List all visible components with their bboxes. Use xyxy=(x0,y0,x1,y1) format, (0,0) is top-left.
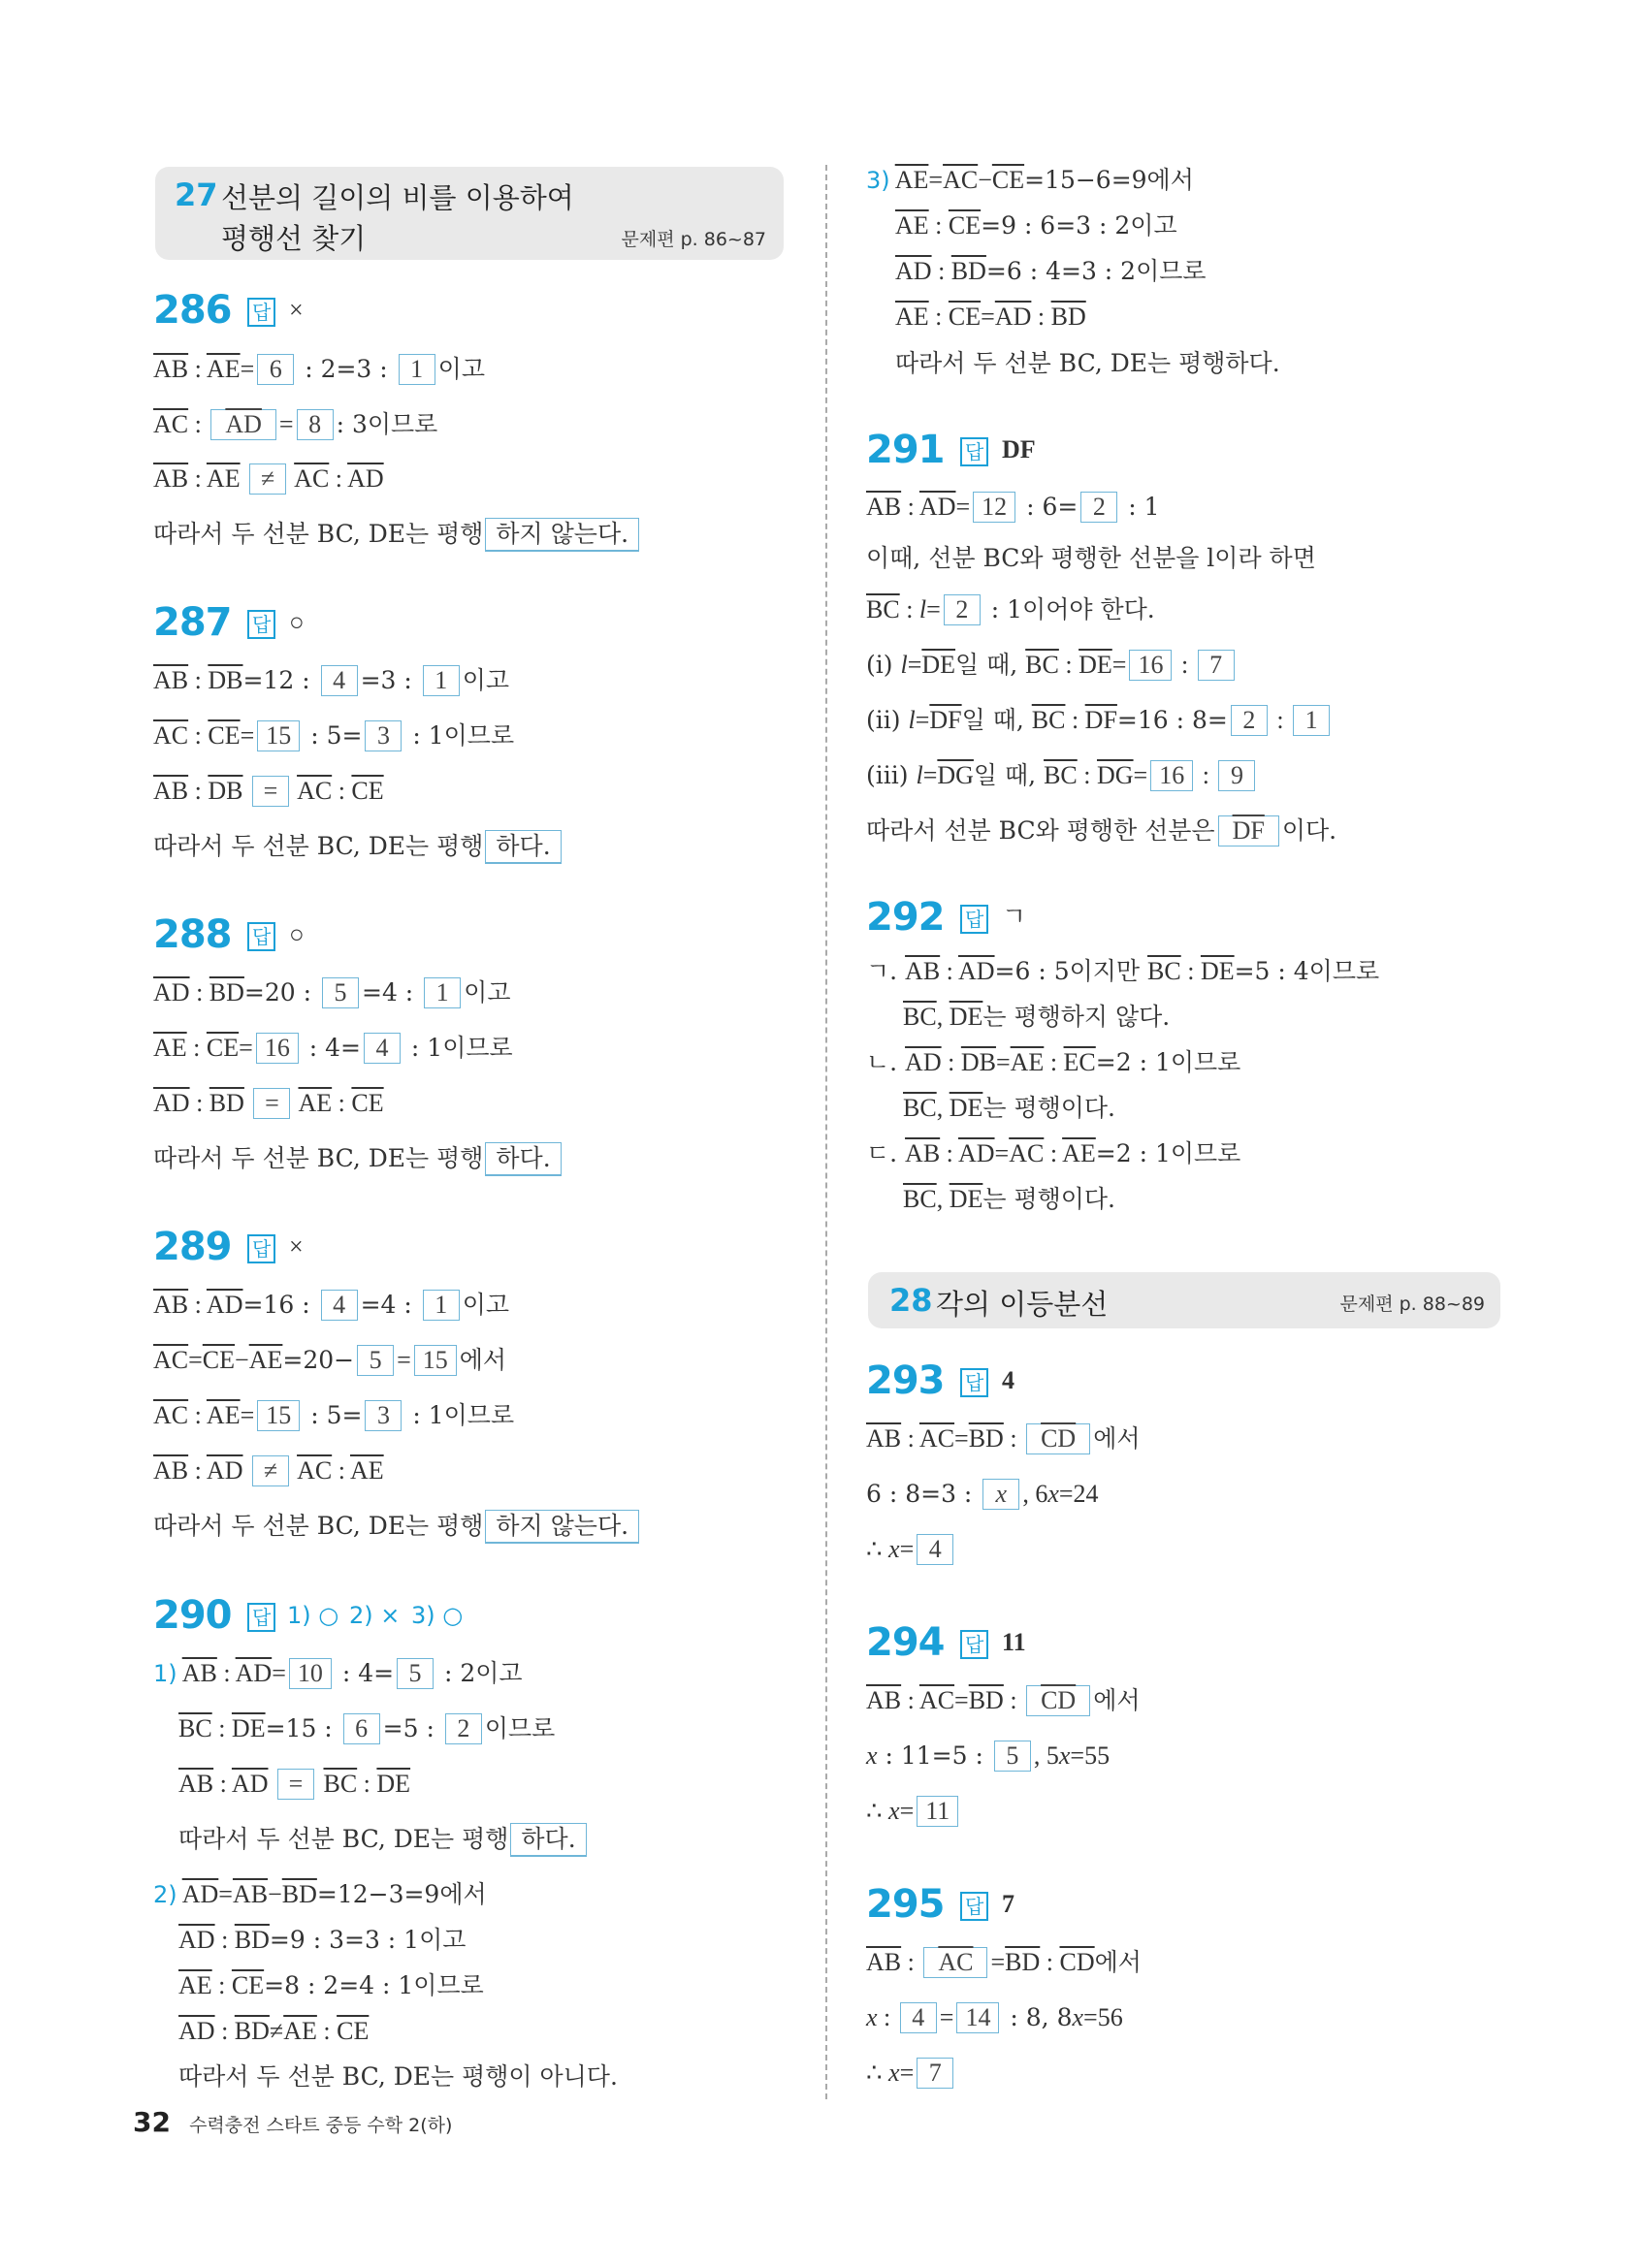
p289-line4: $\overline{AB}$ : $\overline{AD} \ne \overline{AC}$ : $\overline{AE}$ xyxy=(153,1456,384,1485)
p290-part3-line2: $\overline{AE}$ : $\overline{CE}=9$ : 6=3 : 2이고 xyxy=(895,211,1177,240)
blank: 하지 않는다. xyxy=(485,518,639,552)
p288-conclusion: 따라서 두 선분 BC, DE는 평행 하다. xyxy=(153,1139,562,1178)
footer xyxy=(133,2106,452,2138)
problem-number-291: 291 xyxy=(866,428,945,472)
problem-number-292: 292 xyxy=(866,895,945,940)
p291-conclusion: 따라서 선분 BC와 평행한 선분은 $\overline{DF}$ 이다. xyxy=(866,816,1337,845)
p286-line2: $\overline{AC}$ : $\overline{AD} = 8$ : 3이므로 xyxy=(153,410,438,438)
p292-line6: $\overline{BC}$, $\overline{DE}$는 평행이다. xyxy=(903,1185,1116,1213)
blank: 4 xyxy=(364,1033,401,1064)
blank: x xyxy=(982,1479,1019,1510)
section-title-line1: 선분의 길이의 비를 이용하여 xyxy=(221,181,574,214)
p291-line3: $\overline{BC}$ : l= 2 : 1이어야 한다. xyxy=(866,595,1155,623)
blank: 7 xyxy=(917,2058,953,2089)
blank: 하다. xyxy=(510,1823,586,1857)
blank: $\overline{AC}$ xyxy=(923,1947,987,1978)
blank: 4 xyxy=(321,665,358,696)
blank: 16 xyxy=(1150,760,1193,791)
blank: 1 xyxy=(424,977,461,1008)
blank: 15 xyxy=(257,1400,300,1431)
answer-value: ㄱ xyxy=(1002,903,1027,931)
section-page-ref: 문제편 p. 88~89 xyxy=(1339,1294,1485,1315)
p292-line5: ㄷ. $\overline{AB}$ : $\overline{AD}=\overline{AC}$ : $\overline{AE}=2$ : 1이므로 xyxy=(866,1139,1241,1167)
blank: 3 xyxy=(365,720,402,751)
answer-label: 답 xyxy=(247,1603,275,1632)
blank: 5 xyxy=(397,1658,434,1689)
p286-line3: $\overline{AB}$ : $\overline{AE} \ne \overline{AC}$ : $\overline{AD}$ xyxy=(153,464,384,493)
p291-line2: 이때, 선분 BC와 평행한 선분을 l이라 하면 xyxy=(866,544,1316,572)
blank: ≠ xyxy=(249,463,286,495)
answer-value: 4 xyxy=(1002,1366,1014,1394)
answer-label: 답 xyxy=(247,922,275,951)
answer-value: DF xyxy=(1002,435,1036,463)
p290-part2-line3: $\overline{AE}$ : $\overline{CE}=8$ : 2=4 : 1이므로 xyxy=(178,1971,484,1999)
blank: 1 xyxy=(399,354,435,385)
p287-line3: $\overline{AB}$ : $\overline{DB} = \overline{AC}$ : $\overline{CE}$ xyxy=(153,777,384,805)
p294-line1: $\overline{AB}$ : $\overline{AC}=\overline{BD}$ : $\overline{CD}$ 에서 xyxy=(866,1686,1141,1714)
p290-part2-conclusion: 따라서 두 선분 BC, DE는 평행이 아니다. xyxy=(178,2062,618,2091)
p290-part2-line1: 2) $\overline{AD}=\overline{AB}-\overline{BD}=12-3=9$에서 xyxy=(153,1880,487,1908)
problem-number-294: 294 xyxy=(866,1620,945,1665)
p290-part1-line3: $\overline{AB}$ : $\overline{AD} = \overline{BC}$ : $\overline{DE}$ xyxy=(178,1770,411,1798)
blank: 7 xyxy=(1198,650,1235,681)
problem-number-288: 288 xyxy=(153,912,232,957)
problem-number-293: 293 xyxy=(866,1358,945,1403)
blank: 1 xyxy=(423,665,460,696)
p291-line4: (i) $l=\overline{DE}$일 때, $\overline{BC}$ : $\overline{DE}= 16$ : 7 xyxy=(866,646,1238,685)
p290-part2-line2: $\overline{AD}$ : $\overline{BD}=9$ : 3=3 : 1이고 xyxy=(178,1926,467,1954)
p288-line1: $\overline{AD}$ : $\overline{BD}=20$ : 5 =4 : 1 이고 xyxy=(153,978,511,1006)
blank: 16 xyxy=(256,1033,299,1064)
p289-line2: $\overline{AC}=\overline{CE}-\overline{AE}=20- 5 = 15$ 에서 xyxy=(153,1346,507,1374)
section-page-ref: 문제편 p. 86~87 xyxy=(621,229,766,250)
p290-part1-line2: $\overline{BC}$ : $\overline{DE}=15$ : 6 =5 : 2 이므로 xyxy=(178,1714,556,1742)
answer-part2: 2) × xyxy=(349,1602,401,1629)
answer-label: 답 xyxy=(960,437,988,466)
blank: 4 xyxy=(917,1534,953,1565)
blank: = xyxy=(252,776,289,807)
answer-label: 답 xyxy=(960,905,988,934)
blank: 1 xyxy=(1293,705,1330,736)
answer-label: 답 xyxy=(247,298,275,327)
p290-part3-line4: $\overline{AE}$ : $\overline{CE}=\overline{AD}$ : $\overline{BD}$ xyxy=(895,303,1086,331)
section-number: 28 xyxy=(889,1282,933,1319)
p291-line1: $\overline{AB}$ : $\overline{AD}= 12$ : 6= 2 : 1 xyxy=(866,493,1160,521)
blank: 3 xyxy=(365,1400,402,1431)
blank: 5 xyxy=(322,977,359,1008)
p293-line2: 6 : 8=3 : x , 6x=24 xyxy=(866,1480,1099,1508)
p292-line1: ㄱ. $\overline{AB}$ : $\overline{AD}=6$ : 5이지만 $\overline{BC}$ : $\overline{DE}=5$ : 4이므로 xyxy=(866,957,1380,985)
blank: 16 xyxy=(1129,650,1172,681)
blank: 2 xyxy=(944,594,981,625)
section-27-header xyxy=(155,167,784,260)
blank: $\overline{AD}$ xyxy=(210,409,276,440)
problem-number-286: 286 xyxy=(153,288,232,333)
p289-line1: $\overline{AB}$ : $\overline{AD}=16$ : 4 =4 : 1 이고 xyxy=(153,1291,510,1319)
blank: = xyxy=(253,1088,290,1119)
answer-part1: 1) ○ xyxy=(287,1602,339,1629)
section-number: 27 xyxy=(175,176,218,213)
answer-value: × xyxy=(289,296,304,324)
p286-conclusion: 따라서 두 선분 BC, DE는 평행 하지 않는다. xyxy=(153,515,639,554)
p293-line1: $\overline{AB}$ : $\overline{AC}=\overline{BD}$ : $\overline{CD}$ 에서 xyxy=(866,1424,1141,1453)
blank: 5 xyxy=(994,1741,1031,1772)
column-divider xyxy=(825,165,827,2099)
problem-number-290: 290 xyxy=(153,1593,232,1638)
p288-line2: $\overline{AE}$ : $\overline{CE}= 16$ : 4= 4 : 1이므로 xyxy=(153,1034,513,1062)
book-title: 수력충전 스타트 중등 수학 2(하) xyxy=(189,2115,453,2136)
problem-number-287: 287 xyxy=(153,600,232,645)
answer-label: 답 xyxy=(960,1630,988,1659)
blank: 5 xyxy=(357,1345,394,1376)
p286-line1: $\overline{AB}$ : $\overline{AE}= 6$ : 2=3 : 1 이고 xyxy=(153,355,485,383)
p287-line2: $\overline{AC}$ : $\overline{CE}= 15$ : 5= 3 : 1이므로 xyxy=(153,721,515,750)
p295-line3: ∴ x= 7 xyxy=(866,2054,956,2092)
answer-value: ○ xyxy=(289,920,305,948)
p295-line1: $\overline{AB}$ : $\overline{AC} =\overline{BD}$ : $\overline{CD}$에서 xyxy=(866,1948,1142,1976)
p290-part3-line3: $\overline{AD}$ : $\overline{BD}=6$ : 4=3 : 2이므로 xyxy=(895,257,1207,285)
blank: 8 xyxy=(297,409,334,440)
blank: 6 xyxy=(343,1713,380,1744)
blank: ≠ xyxy=(252,1455,289,1486)
blank: 하다. xyxy=(485,830,561,864)
blank: 하지 않는다. xyxy=(485,1510,639,1544)
p293-line3: ∴ x= 4 xyxy=(866,1530,956,1569)
p290-part1-conclusion: 따라서 두 선분 BC, DE는 평행 하다. xyxy=(178,1820,587,1859)
answer-value: × xyxy=(289,1232,304,1261)
p291-line5: (ii) $l=\overline{DF}$일 때, $\overline{BC}$ : $\overline{DF}=16$ : 8= 2 : 1 xyxy=(866,701,1333,740)
blank: 11 xyxy=(917,1796,958,1827)
p294-line2: x : 11=5 : 5 , 5x=55 xyxy=(866,1741,1111,1770)
blank: $\overline{CD}$ xyxy=(1026,1685,1090,1716)
blank: 10 xyxy=(289,1658,332,1689)
p290-part3-line1: 3) $\overline{AE}=\overline{AC}-\overline{CE}=15-6=9$에서 xyxy=(866,166,1194,194)
answer-value: 11 xyxy=(1002,1628,1026,1656)
section-28-header xyxy=(868,1272,1500,1328)
p287-line1: $\overline{AB}$ : $\overline{DB}=12$ : 4 =3 : 1 이고 xyxy=(153,666,510,694)
blank: 4 xyxy=(900,2002,937,2033)
p288-line3: $\overline{AD}$ : $\overline{BD} = \overline{AE}$ : $\overline{CE}$ xyxy=(153,1089,384,1117)
p289-line3: $\overline{AC}$ : $\overline{AE}= 15$ : 5= 3 : 1이므로 xyxy=(153,1401,515,1429)
p290-part2-line4: $\overline{AD}$ : $\overline{BD}\ne\overline{AE}$ : $\overline{CE}$ xyxy=(178,2017,370,2045)
answer-label: 답 xyxy=(960,1368,988,1397)
blank: 4 xyxy=(321,1290,358,1321)
blank: 14 xyxy=(956,2002,999,2033)
answer-label: 답 xyxy=(960,1892,988,1921)
page-number: 32 xyxy=(133,2106,171,2138)
blank: 1 xyxy=(423,1290,460,1321)
blank: 2 xyxy=(445,1713,482,1744)
blank: 12 xyxy=(973,492,1015,523)
blank: 15 xyxy=(257,720,300,751)
p291-line6: (iii) $l=\overline{DG}$일 때, $\overline{BC}$ : $\overline{DG}= 16$ : 9 xyxy=(866,756,1258,795)
problem-number-295: 295 xyxy=(866,1882,945,1927)
answer-part3: 3) ○ xyxy=(411,1602,464,1629)
p289-conclusion: 따라서 두 선분 BC, DE는 평행 하지 않는다. xyxy=(153,1507,639,1546)
answer-label: 답 xyxy=(247,610,275,639)
problem-number-289: 289 xyxy=(153,1225,232,1269)
p292-line3: ㄴ. $\overline{AD}$ : $\overline{DB}=\overline{AE}$ : $\overline{EC}=2$ : 1이므로 xyxy=(866,1048,1241,1076)
answer-value: ○ xyxy=(289,608,305,636)
p292-line4: $\overline{BC}$, $\overline{DE}$는 평행이다. xyxy=(903,1094,1116,1122)
blank: 하다. xyxy=(485,1142,561,1176)
blank: 2 xyxy=(1231,705,1268,736)
blank: = xyxy=(277,1769,314,1800)
section-title-line2: 평행선 찾기 xyxy=(221,222,367,255)
answer-label: 답 xyxy=(247,1234,275,1263)
blank: $\overline{CD}$ xyxy=(1026,1423,1090,1454)
section-title: 각의 이등분선 xyxy=(936,1288,1109,1321)
answer-value: 7 xyxy=(1002,1890,1014,1918)
p287-conclusion: 따라서 두 선분 BC, DE는 평행 하다. xyxy=(153,827,562,866)
p294-line3: ∴ x= 11 xyxy=(866,1792,961,1831)
blank: 9 xyxy=(1218,760,1255,791)
blank: 6 xyxy=(257,354,294,385)
blank: $\overline{DF}$ xyxy=(1218,815,1279,847)
p290-part1-line1: 1) $\overline{AB}$ : $\overline{AD}= 10$ : 4= 5 : 2이고 xyxy=(153,1659,523,1687)
p292-line2: $\overline{BC}$, $\overline{DE}$는 평행하지 않다. xyxy=(903,1003,1171,1031)
blank: 2 xyxy=(1080,492,1117,523)
p290-part3-conclusion: 따라서 두 선분 BC, DE는 평행하다. xyxy=(895,349,1280,377)
blank: 15 xyxy=(414,1345,457,1376)
p295-line2: x : 4 = 14 : 8, 8x=56 xyxy=(866,2003,1123,2031)
